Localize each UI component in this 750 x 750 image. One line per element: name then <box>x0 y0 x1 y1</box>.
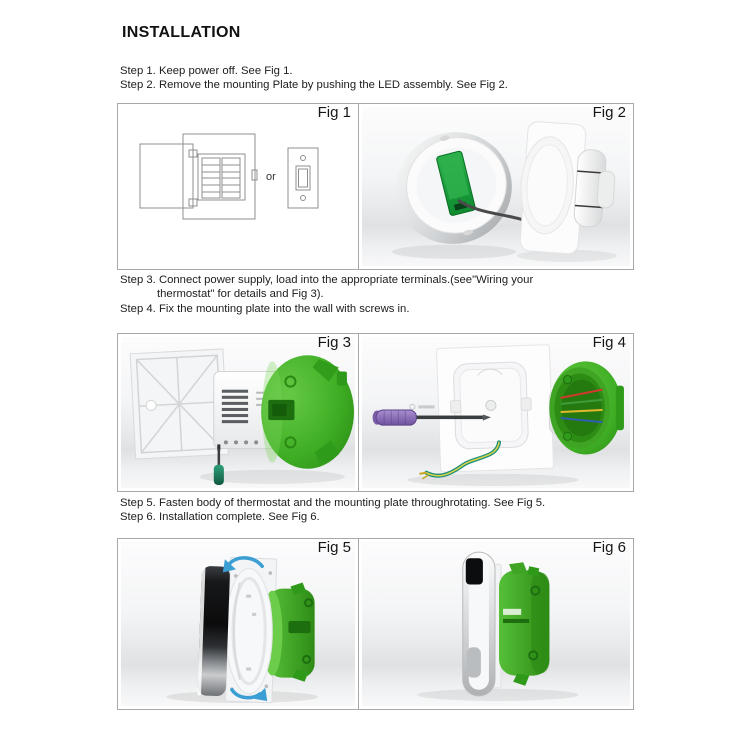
fig-4-label: Fig 4 <box>592 334 626 351</box>
fig-5-label: Fig 5 <box>317 539 351 556</box>
thermostat-body <box>197 566 230 696</box>
step-4-text: Step 4. Fix the mounting plate into the wall with screws in. <box>120 302 410 315</box>
round-mounting-plate <box>226 568 272 694</box>
figure-panel-4 <box>359 334 633 491</box>
step-6-text: Step 6. Installation complete. See Fig 6. <box>120 511 320 524</box>
fig-5-photo <box>121 542 355 706</box>
fig-4-illustration <box>362 337 630 488</box>
figure-panel-2 <box>359 104 633 269</box>
fig-3-label: Fig 3 <box>317 334 351 351</box>
figure-panel-3 <box>118 334 358 491</box>
fig-2-label: Fig 2 <box>592 104 626 121</box>
brand-mark <box>410 404 435 409</box>
step-3-text-line-2: thermostat" for details and Fig 3). <box>157 288 324 301</box>
figure-panel-6 <box>359 539 633 709</box>
fig-6-illustration <box>362 542 630 706</box>
wall-plate-assembly <box>517 121 619 257</box>
fig-2-photo <box>362 107 630 266</box>
fig-3-illustration <box>121 337 355 488</box>
figure-panel-5 <box>118 539 358 709</box>
junction-box <box>549 361 624 454</box>
or-label: or <box>266 171 276 183</box>
junction-box <box>261 355 354 469</box>
steps-group-2 <box>120 273 533 316</box>
breaker-box <box>140 134 257 219</box>
fig-5-illustration <box>121 542 355 706</box>
thermostat-backplate <box>384 120 523 257</box>
light-switch <box>288 148 318 208</box>
fig-4-photo <box>362 337 630 488</box>
junction-box <box>499 562 549 686</box>
figure-row-1 <box>117 103 634 270</box>
figure-row-2 <box>117 333 634 492</box>
step-5-text: Step 5. Fasten body of thermostat and the mounting plate throughrotating. See Fig 5. <box>120 497 546 509</box>
fig-2-illustration <box>362 107 630 266</box>
steps-group-1 <box>120 64 508 93</box>
fig-1-illustration <box>118 104 358 267</box>
figure-panel-1 <box>118 104 358 269</box>
thermostat-side-view <box>463 552 495 696</box>
fig-6-photo <box>362 542 630 706</box>
figure-row-3 <box>117 538 634 710</box>
page-title: INSTALLATION <box>122 24 241 41</box>
fig-6-label: Fig 6 <box>592 539 626 556</box>
fig-3-photo <box>121 337 355 488</box>
steps-group-3 <box>120 496 545 525</box>
fig-1-label: Fig 1 <box>317 104 351 121</box>
step-3-text-line-1: Step 3. Connect power supply, load into the appropriate terminals.(see"Wiring your <box>120 274 534 286</box>
step-2-text: Step 2. Remove the mounting Plate by pushing the LED assembly. See Fig 2. <box>120 79 508 92</box>
step-1-text: Step 1. Keep power off. See Fig 1. <box>120 65 293 77</box>
